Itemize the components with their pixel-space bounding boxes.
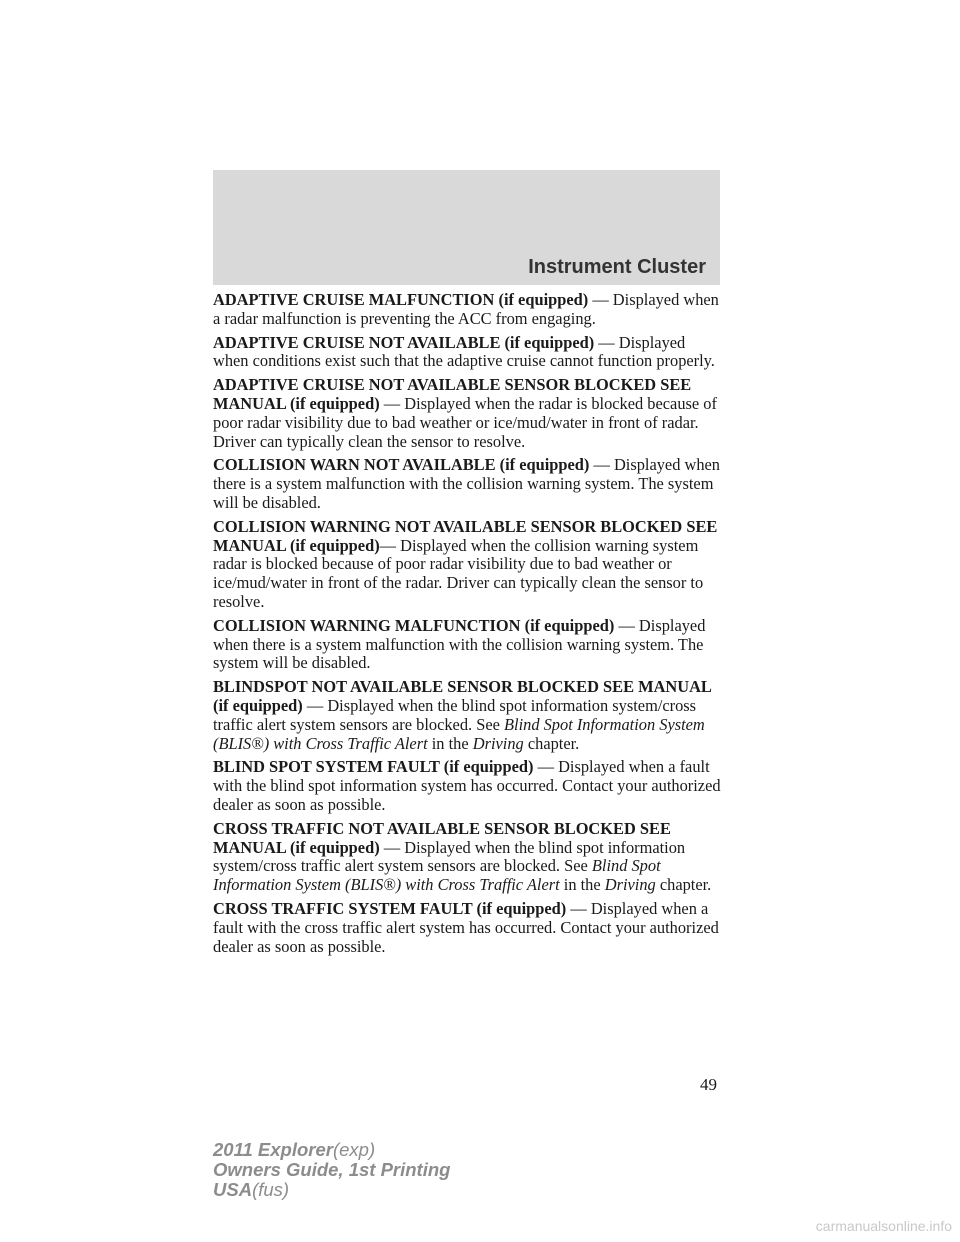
message-entry bbox=[213, 820, 723, 895]
message-term: COLLISION WARNING MALFUNCTION (if equipped) bbox=[213, 615, 615, 635]
message-entry bbox=[213, 518, 723, 612]
message-term: BLINDSPOT NOT AVAILABLE SENSOR BLOCKED SEE MANUAL (if equipped) bbox=[213, 677, 711, 715]
cross-reference-connector: in the bbox=[431, 733, 469, 753]
footer-line-edition bbox=[213, 1160, 450, 1180]
cross-reference-chapter: Driving bbox=[604, 875, 656, 895]
cross-reference-connector: in the bbox=[563, 875, 601, 895]
message-description: — Displayed when a radar malfunction is preventing the ACC from engaging. bbox=[213, 290, 719, 328]
section-header bbox=[213, 170, 720, 285]
message-description: — Displayed when conditions exist such that the adaptive cruise cannot function properly. bbox=[213, 332, 715, 371]
message-description: — Displayed when a fault with the cross traffic alert system has occurred. Contact your authorized dealer as soon as possible. bbox=[213, 898, 719, 956]
message-term: COLLISION WARNING NOT AVAILABLE SENSOR BLOCKED SEE MANUAL (if equipped) bbox=[213, 516, 718, 555]
message-term: CROSS TRAFFIC NOT AVAILABLE SENSOR BLOCKED SEE MANUAL (if equipped) bbox=[213, 818, 671, 857]
section-title: Instrument Cluster bbox=[528, 256, 706, 278]
message-term: CROSS TRAFFIC SYSTEM FAULT (if equipped) bbox=[213, 898, 567, 918]
cross-reference-end: chapter. bbox=[527, 733, 580, 753]
message-entry bbox=[213, 900, 723, 956]
footer-model: 2011 Explorer bbox=[213, 1139, 333, 1160]
cross-reference-title: Blind Spot Information System (BLIS®) with Cross Traffic Alert bbox=[213, 714, 705, 753]
footer-model-code: (exp) bbox=[332, 1139, 376, 1160]
footer-line-market bbox=[213, 1180, 450, 1200]
footer-line-model bbox=[213, 1140, 450, 1160]
message-entry bbox=[213, 334, 723, 372]
message-entry bbox=[213, 291, 723, 329]
page-number: 49 bbox=[700, 1075, 717, 1094]
message-description: — Displayed when the radar is blocked because of poor radar visibility due to bad weather or ice/mud/water in front of radar. Driver can typically clean the sensor to resolve. bbox=[213, 393, 717, 451]
message-term: BLIND SPOT SYSTEM FAULT (if equipped) bbox=[213, 757, 534, 777]
footer-market: USA bbox=[213, 1179, 253, 1200]
message-term: ADAPTIVE CRUISE NOT AVAILABLE (if equipped) bbox=[213, 332, 595, 352]
message-description: — Displayed when a fault with the blind spot information system has occurred. Contact your authorized dealer as soon as possible. bbox=[213, 757, 721, 814]
document-footer bbox=[213, 1140, 450, 1200]
message-list bbox=[213, 291, 723, 961]
message-term: ADAPTIVE CRUISE MALFUNCTION (if equipped) bbox=[213, 290, 589, 309]
message-description: — Displayed when the blind spot information system/cross traffic alert system sensors are blocked. See bbox=[213, 837, 686, 876]
message-entry bbox=[213, 376, 723, 451]
message-entry bbox=[213, 617, 723, 673]
message-term: ADAPTIVE CRUISE NOT AVAILABLE SENSOR BLOCKED SEE MANUAL (if equipped) bbox=[213, 375, 692, 413]
cross-reference-title: Blind Spot Information System (BLIS®) with Cross Traffic Alert bbox=[213, 856, 661, 895]
message-entry bbox=[213, 456, 723, 512]
message-description: — Displayed when the blind spot information system/cross traffic alert system sensors are blocked. See bbox=[213, 695, 697, 734]
message-description: — Displayed when there is a system malfunction with the collision warning system. The system will be disabled. bbox=[213, 455, 721, 512]
cross-reference-chapter: Driving bbox=[472, 733, 524, 753]
footer-market-code: (fus) bbox=[252, 1179, 290, 1200]
message-term: COLLISION WARN NOT AVAILABLE (if equipped) bbox=[213, 455, 590, 475]
watermark: carmanualsonline.info bbox=[815, 1218, 952, 1234]
message-description: — Displayed when the collision warning system radar is blocked because of poor radar visibility due to bad weather or ice/mud/water in front of the radar. Driver can typically clean the sensor to resolve. bbox=[213, 535, 704, 611]
message-entry bbox=[213, 678, 723, 753]
message-entry bbox=[213, 758, 723, 814]
message-description: — Displayed when there is a system malfunction with the collision warning system. The system will be disabled. bbox=[213, 615, 706, 673]
footer-edition: Owners Guide, 1st Printing bbox=[213, 1159, 451, 1180]
cross-reference-end: chapter. bbox=[659, 875, 712, 895]
